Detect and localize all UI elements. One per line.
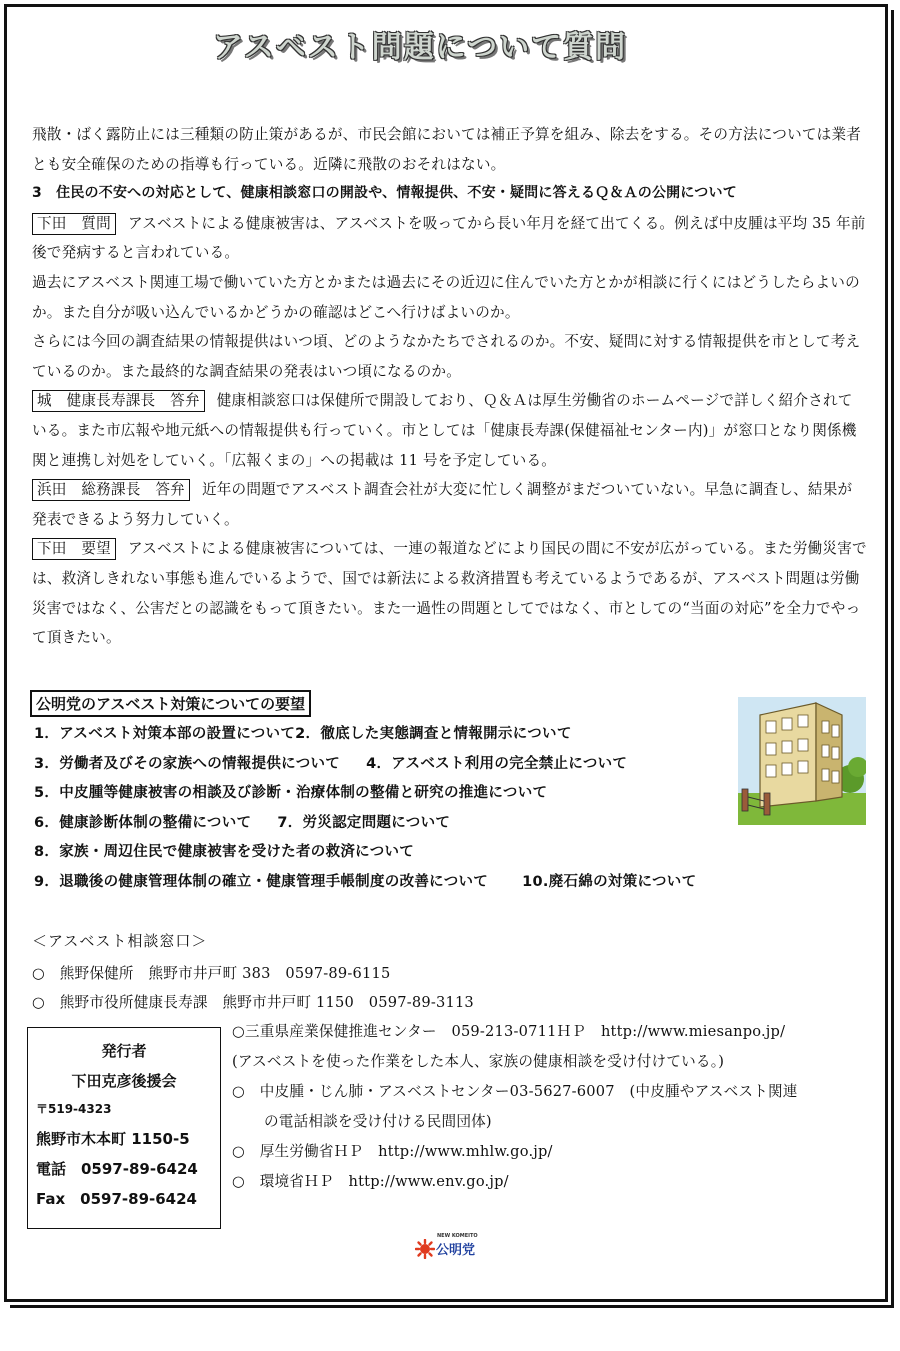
resource-mie-center: ○三重県産業保健推進センター 059-213-0711ＨＰ http://www.miesanpo.jp/ — [232, 1023, 786, 1040]
demand-item: 4．アスベスト利用の完全禁止について — [366, 755, 628, 772]
demand-item: 1．アスベスト対策本部の設置について — [34, 726, 296, 742]
demand-row — [34, 838, 834, 868]
resource-asbestos-center: ○ 中皮腫・じん肺・アスベストセンター03-5627-6007 (中皮腫やアスベスト関連 — [232, 1083, 798, 1100]
paragraph-question — [32, 209, 867, 268]
answer-general-text: 近年の問題でアスベスト調査会社が大変に忙しく調整がまだついていない。早急に調査し、結果が発表できるよう努力していく。 — [32, 481, 853, 528]
demand-row — [34, 809, 834, 839]
paragraph-answer-health — [32, 386, 867, 475]
resource-mhlw: ○ 厚生労働省ＨＰ http://www.mhlw.go.jp/ — [232, 1143, 553, 1160]
resource-mie-center-note: (アスベストを使った作業をした本人、家族の健康相談を受け付けている。) — [232, 1053, 725, 1070]
publisher-address: 熊野市木本町 1150-5 — [36, 1130, 190, 1148]
resource-asbestos-center-note: の電話相談を受け付ける民間団体) — [264, 1113, 492, 1130]
demand-row — [34, 750, 834, 780]
speaker-tag-question: 下田 質問 — [32, 213, 116, 235]
demand-row — [34, 868, 834, 898]
demand-item: 10.廃石綿の対策について — [522, 873, 697, 890]
paragraph-prevention: 飛散・ばく露防止には三種類の防止策があるが、市民会館においては補正予算を組み、除去をする。その方法については業者とも安全確保のための指導も行っている。近隣に飛散のおそれはない。 — [32, 126, 862, 173]
komeito-english-name: NEW KOMEITO — [437, 1233, 478, 1239]
publisher-fax: Fax 0597-89-6424 — [36, 1190, 197, 1208]
demands-list — [34, 720, 834, 898]
demand-item: 6．健康診断体制の整備について — [34, 814, 252, 831]
demand-item: 3．労働者及びその家族への情報提供について — [34, 755, 341, 772]
demand-item: 2．徹底した実態調査と情報開示について — [295, 726, 572, 742]
paragraph-item-3-heading: 3 住民の不安への対応として、健康相談窓口の開設や、情報提供、不安・疑問に答えるＱ＆Ａの公開について — [32, 185, 737, 202]
demand-row — [34, 779, 834, 809]
demand-item: 7．労災認定問題について — [277, 814, 451, 831]
question-text: アスベストによる健康被害は、アスベストを吸ってから長い年月を経て出てくる。例えば中皮腫は平均 35 年前後で発病すると言われている。 — [32, 214, 866, 262]
publisher-phone: 電話 0597-89-6424 — [36, 1160, 198, 1178]
qa-body — [32, 120, 867, 653]
publisher-label: 発行者 — [101, 1042, 147, 1060]
request-text: アスベストによる健康被害については、一連の報道などにより国民の間に不安が広がっている。また労働災害では、救済しきれない事態も進んでいるようで、国では新法による救済措置も考えているようであるが、アスベスト問題は労働災害ではなく、公害だとの認識をもって頂きたい。また一過性の問題としてではなく、市としての“当面の対応”を全力でやって頂きたい。 — [32, 540, 867, 647]
paragraph-question-2: 過去にアスベスト関連工場で働いていた方とかまたは過去にその近辺に住んでいた方とかが相談に行くにはどうしたらよいのか。また自分が吸い込んでいるかどうかの確認はどこへ行けばよいのか。 — [32, 273, 860, 321]
consultation-office-2: ○ 熊野市役所健康長寿課 熊野市井戸町 1150 0597-89-3113 — [32, 994, 474, 1011]
consultation-heading: ＜アスベスト相談窓口＞ — [32, 932, 208, 950]
paragraph-request — [32, 534, 867, 652]
komeito-sun-icon — [415, 1239, 435, 1259]
paragraph-question-3: さらには今回の調査結果の情報提供はいつ頃、どのようなかたちでされるのか。不安、疑問に対する情報提供を市として考えているのか。また最終的な調査結果の発表はいつ頃になるのか。 — [32, 333, 861, 380]
demands-heading: 公明党のアスベスト対策についての要望 — [30, 690, 311, 717]
publisher-postal: 〒519-4323 — [36, 1102, 112, 1116]
resource-env: ○ 環境省ＨＰ http://www.env.go.jp/ — [232, 1173, 509, 1190]
page-title: アスベスト問題について質問 — [212, 30, 628, 65]
consultation-office-1: ○ 熊野保健所 熊野市井戸町 383 0597-89-6115 — [32, 965, 391, 982]
resources-list — [232, 1017, 872, 1197]
demand-item: 5．中皮腫等健康被害の相談及び診断・治療体制の整備と研究の推進について — [34, 785, 548, 802]
answer-health-text: 健康相談窓口は保健所で開設しており、Ｑ＆Ａは厚生労働省のホームページで詳しく紹介されている。また市広報や地元紙への情報提供も行っていく。市としては「健康長寿課(保健福祉センター内)」が窓口となり関係機関と連携し対処をしていく。「広報くまの」への掲載は 11 号を予定している。 — [32, 392, 857, 469]
komeito-party-name: 公明党 — [436, 1243, 476, 1258]
publisher-box — [27, 1027, 221, 1229]
school-building-illustration — [738, 697, 866, 825]
speaker-tag-request: 下田 要望 — [32, 538, 116, 560]
speaker-tag-health-answer: 城 健康長寿課長 答弁 — [32, 390, 205, 412]
demand-item: 9．退職後の健康管理体制の確立・健康管理手帳制度の改善について — [34, 873, 489, 890]
paragraph-answer-general — [32, 475, 867, 534]
demand-row — [34, 720, 834, 750]
speaker-tag-general-answer: 浜田 総務課長 答弁 — [32, 479, 190, 501]
demand-item: 8．家族・周辺住民で健康被害を受けた者の救済について — [34, 844, 415, 861]
publisher-name: 下田克彦後援会 — [71, 1072, 177, 1090]
